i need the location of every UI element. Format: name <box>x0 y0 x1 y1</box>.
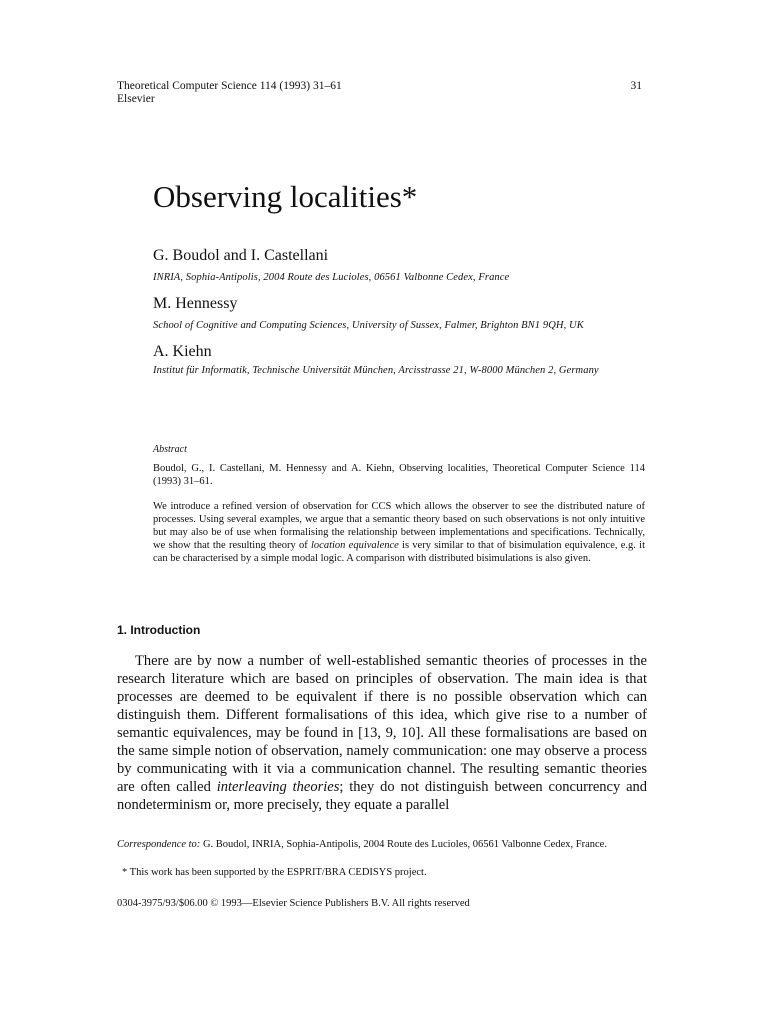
author-2: M. Hennessy <box>153 295 238 312</box>
page-number: 31 <box>630 80 642 92</box>
support-footnote: * This work has been supported by the ESPRIT/BRA CEDISYS project. <box>122 867 427 878</box>
introduction-paragraph <box>117 652 647 814</box>
abstract-emphasis: location equivalence <box>311 540 399 551</box>
author-3: A. Kiehn <box>153 343 212 360</box>
affiliation-3: Institut für Informatik, Technische Universität München, Arcisstrasse 21, W-8000 München 2, Germany <box>153 365 599 376</box>
copyright-line: 0304-3975/93/$06.00 © 1993—Elsevier Science Publishers B.V. All rights reserved <box>117 898 470 909</box>
correspondence-note <box>117 838 647 851</box>
journal-header <box>117 80 342 106</box>
abstract-heading: Abstract <box>153 444 187 455</box>
body-emphasis: interleaving theories <box>216 779 340 795</box>
journal-citation: Theoretical Computer Science 114 (1993) 31–61 <box>117 80 342 92</box>
body-text: There are by now a number of well-established semantic theories of processes in the research literature which are based on principles of observation. The main idea is that processes are deemed to be equivalent if there is no possible observation which can distinguish them. Different formalisations of this idea, which give rise to a number of semantic equivalences, may be found in [13, 9, 10]. All these formalisations are based on the same simple notion of observation, namely communication: one may observe a process by communicating with it via a communication channel. The resulting semantic theories are often called <box>117 653 647 795</box>
abstract-text-end: is very similar to that of bisimulation equivalence, e.g. it can be characterised by a simple modal logic. A comparison with distributed bisimulations is also given. <box>153 540 645 564</box>
section-heading: 1. Introduction <box>117 623 201 637</box>
abstract-body <box>153 500 645 565</box>
correspondence-text: G. Boudol, INRIA, Sophia-Antipolis, 2004 Route des Lucioles, 06561 Valbonne Cedex, France. <box>200 839 607 850</box>
publisher-name: Elsevier <box>117 93 155 105</box>
body-text-end: ; they do not distinguish between concurrency and nondeterminism or, more precisely, they equate a parallel <box>117 779 648 813</box>
paper-title: Observing localities* <box>153 179 418 214</box>
author-1: G. Boudol and I. Castellani <box>153 247 329 264</box>
affiliation-1: INRIA, Sophia-Antipolis, 2004 Route des Lucioles, 06561 Valbonne Cedex, France <box>153 272 510 283</box>
introduction-body <box>117 652 647 814</box>
abstract-citation: Boudol, G., I. Castellani, M. Hennessy and A. Kiehn, Observing localities, Theoretical Computer Science 114 (1993) 31–61. <box>153 463 645 487</box>
abstract-text: We introduce a refined version of observation for CCS which allows the observer to see the distributed nature of processes. Using several examples, we argue that a semantic theory based on such observations is not only intuitive but may also be of use when formalising the relationship between implementations and specifications. Technically, we show that the resulting theory of <box>153 501 645 551</box>
correspondence-label: Correspondence to: <box>117 839 201 850</box>
affiliation-2: School of Cognitive and Computing Sciences, University of Sussex, Falmer, Brighton BN1 9QH, UK <box>153 320 584 331</box>
